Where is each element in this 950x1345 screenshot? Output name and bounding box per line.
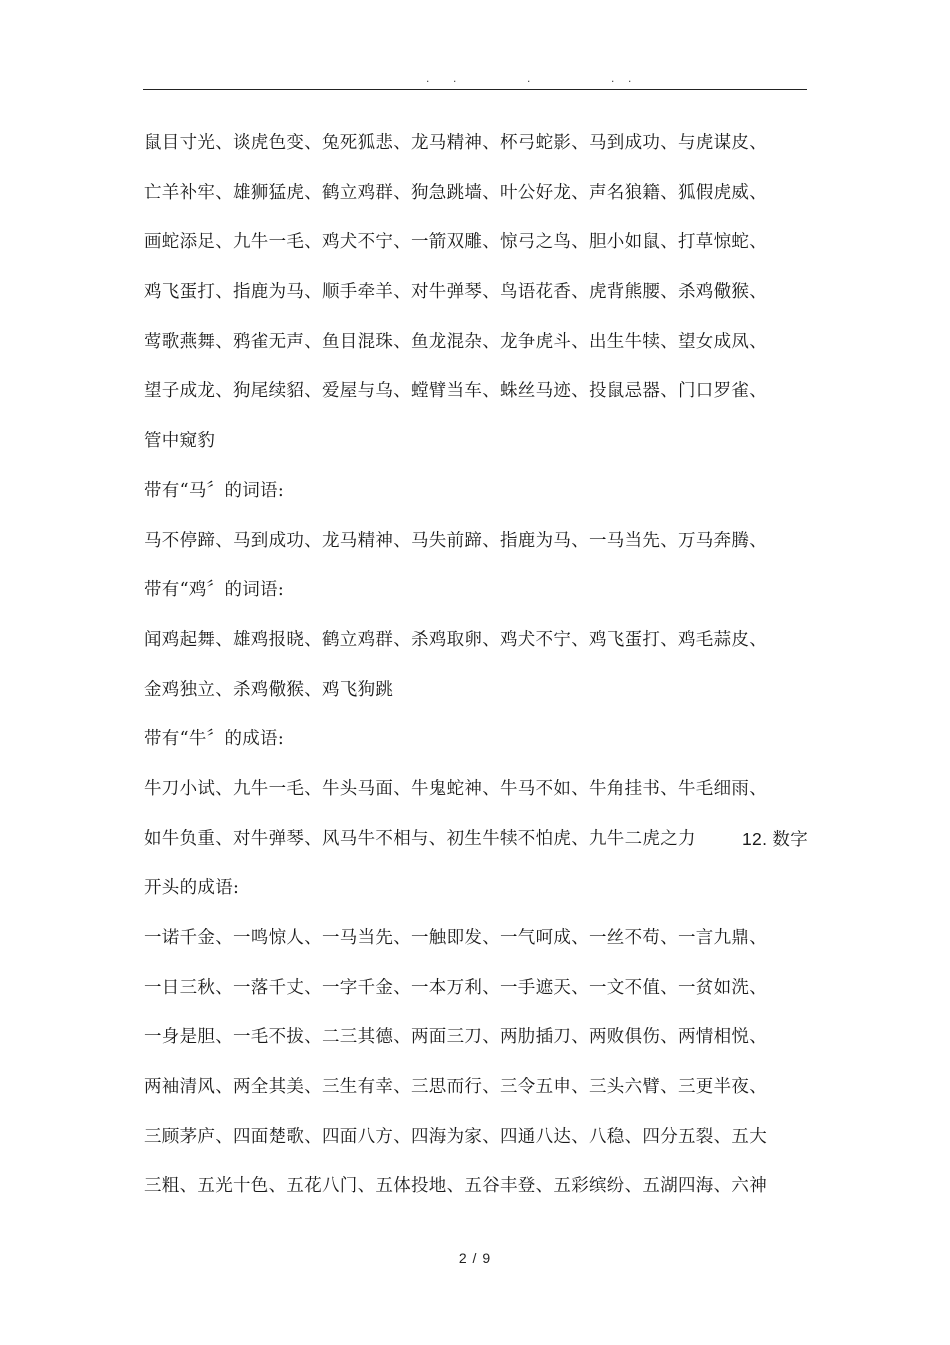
- text-line: 闻鸡起舞、雄鸡报晓、鹤立鸡群、杀鸡取卵、鸡犬不宁、鸡飞蛋打、鸡毛蒜皮、: [144, 629, 767, 650]
- document-body: [144, 125, 808, 1218]
- text-line: 莺歌燕舞、鸦雀无声、鱼目混珠、鱼龙混杂、龙争虎斗、出生牛犊、望女成凤、: [144, 331, 767, 352]
- text-line: 三粗、五光十色、五花八门、五体投地、五谷丰登、五彩缤纷、五湖四海、六神: [144, 1176, 767, 1197]
- section-number: 12. 数字: [742, 828, 808, 849]
- header-dot: .: [628, 71, 632, 85]
- section-heading: 带有“牛〞的成语:: [144, 729, 285, 750]
- text-line: 鼠目寸光、谈虎色变、兔死狐悲、龙马精神、杯弓蛇影、马到成功、与虎谋皮、: [144, 133, 767, 153]
- text-line: 望子成龙、狗尾续貂、爱屋与乌、螳臂当车、蛛丝马迹、投鼠忌器、门口罗雀、: [144, 381, 767, 402]
- text-line: 鸡飞蛋打、指鹿为马、顺手牵羊、对牛弹琴、鸟语花香、虎背熊腰、杀鸡儆猴、: [144, 282, 767, 303]
- header-dot: .: [426, 71, 430, 85]
- text-line: 牛刀小试、九牛一毛、牛头马面、牛鬼蛇神、牛马不如、牛角挂书、牛毛细雨、: [144, 778, 767, 799]
- text-line: 一诺千金、一鸣惊人、一马当先、一触即发、一气呵成、一丝不苟、一言九鼎、: [144, 928, 767, 948]
- text-line: [144, 821, 808, 871]
- section-heading: 开头的成语:: [144, 878, 240, 899]
- page-number: 2 / 9: [458, 1250, 492, 1266]
- header-rule: [143, 89, 807, 90]
- text-line: 亡羊补牢、雄狮猛虎、鹤立鸡群、狗急跳墙、叶公好龙、声名狼籍、狐假虎威、: [144, 182, 767, 203]
- text-line: 画蛇添足、九牛一毛、鸡犬不宁、一箭双雕、惊弓之鸟、胆小如鼠、打草惊蛇、: [144, 232, 767, 253]
- header-dots: [0, 71, 950, 85]
- section-heading: 带有“鸡〞的词语:: [144, 580, 285, 601]
- text-line: 管中窥豹: [144, 431, 216, 452]
- section-heading: 带有“马〞的词语:: [144, 480, 285, 501]
- text-line: 一身是胆、一毛不拔、二三其德、两面三刀、两肋插刀、两败俱伤、两情相悦、: [144, 1027, 767, 1048]
- header-dot: .: [453, 71, 457, 85]
- header-dot: .: [527, 71, 531, 85]
- text-line: 金鸡独立、杀鸡儆猴、鸡飞狗跳: [144, 679, 394, 700]
- text-line-part: 如牛负重、对牛弹琴、风马牛不相与、初生牛犊不怕虎、九牛二虎之力: [144, 828, 696, 849]
- text-line: 马不停蹄、马到成功、龙马精神、马失前蹄、指鹿为马、一马当先、万马奔腾、: [144, 530, 767, 551]
- text-line: 三顾茅庐、四面楚歌、四面八方、四海为家、四通八达、八稳、四分五裂、五大: [144, 1126, 767, 1147]
- header-dot: .: [611, 71, 615, 85]
- text-line: 两袖清风、两全其美、三生有幸、三思而行、三令五申、三头六臂、三更半夜、: [144, 1077, 767, 1098]
- text-line: 一日三秋、一落千丈、一字千金、一本万利、一手遮天、一文不值、一贫如洗、: [144, 977, 767, 998]
